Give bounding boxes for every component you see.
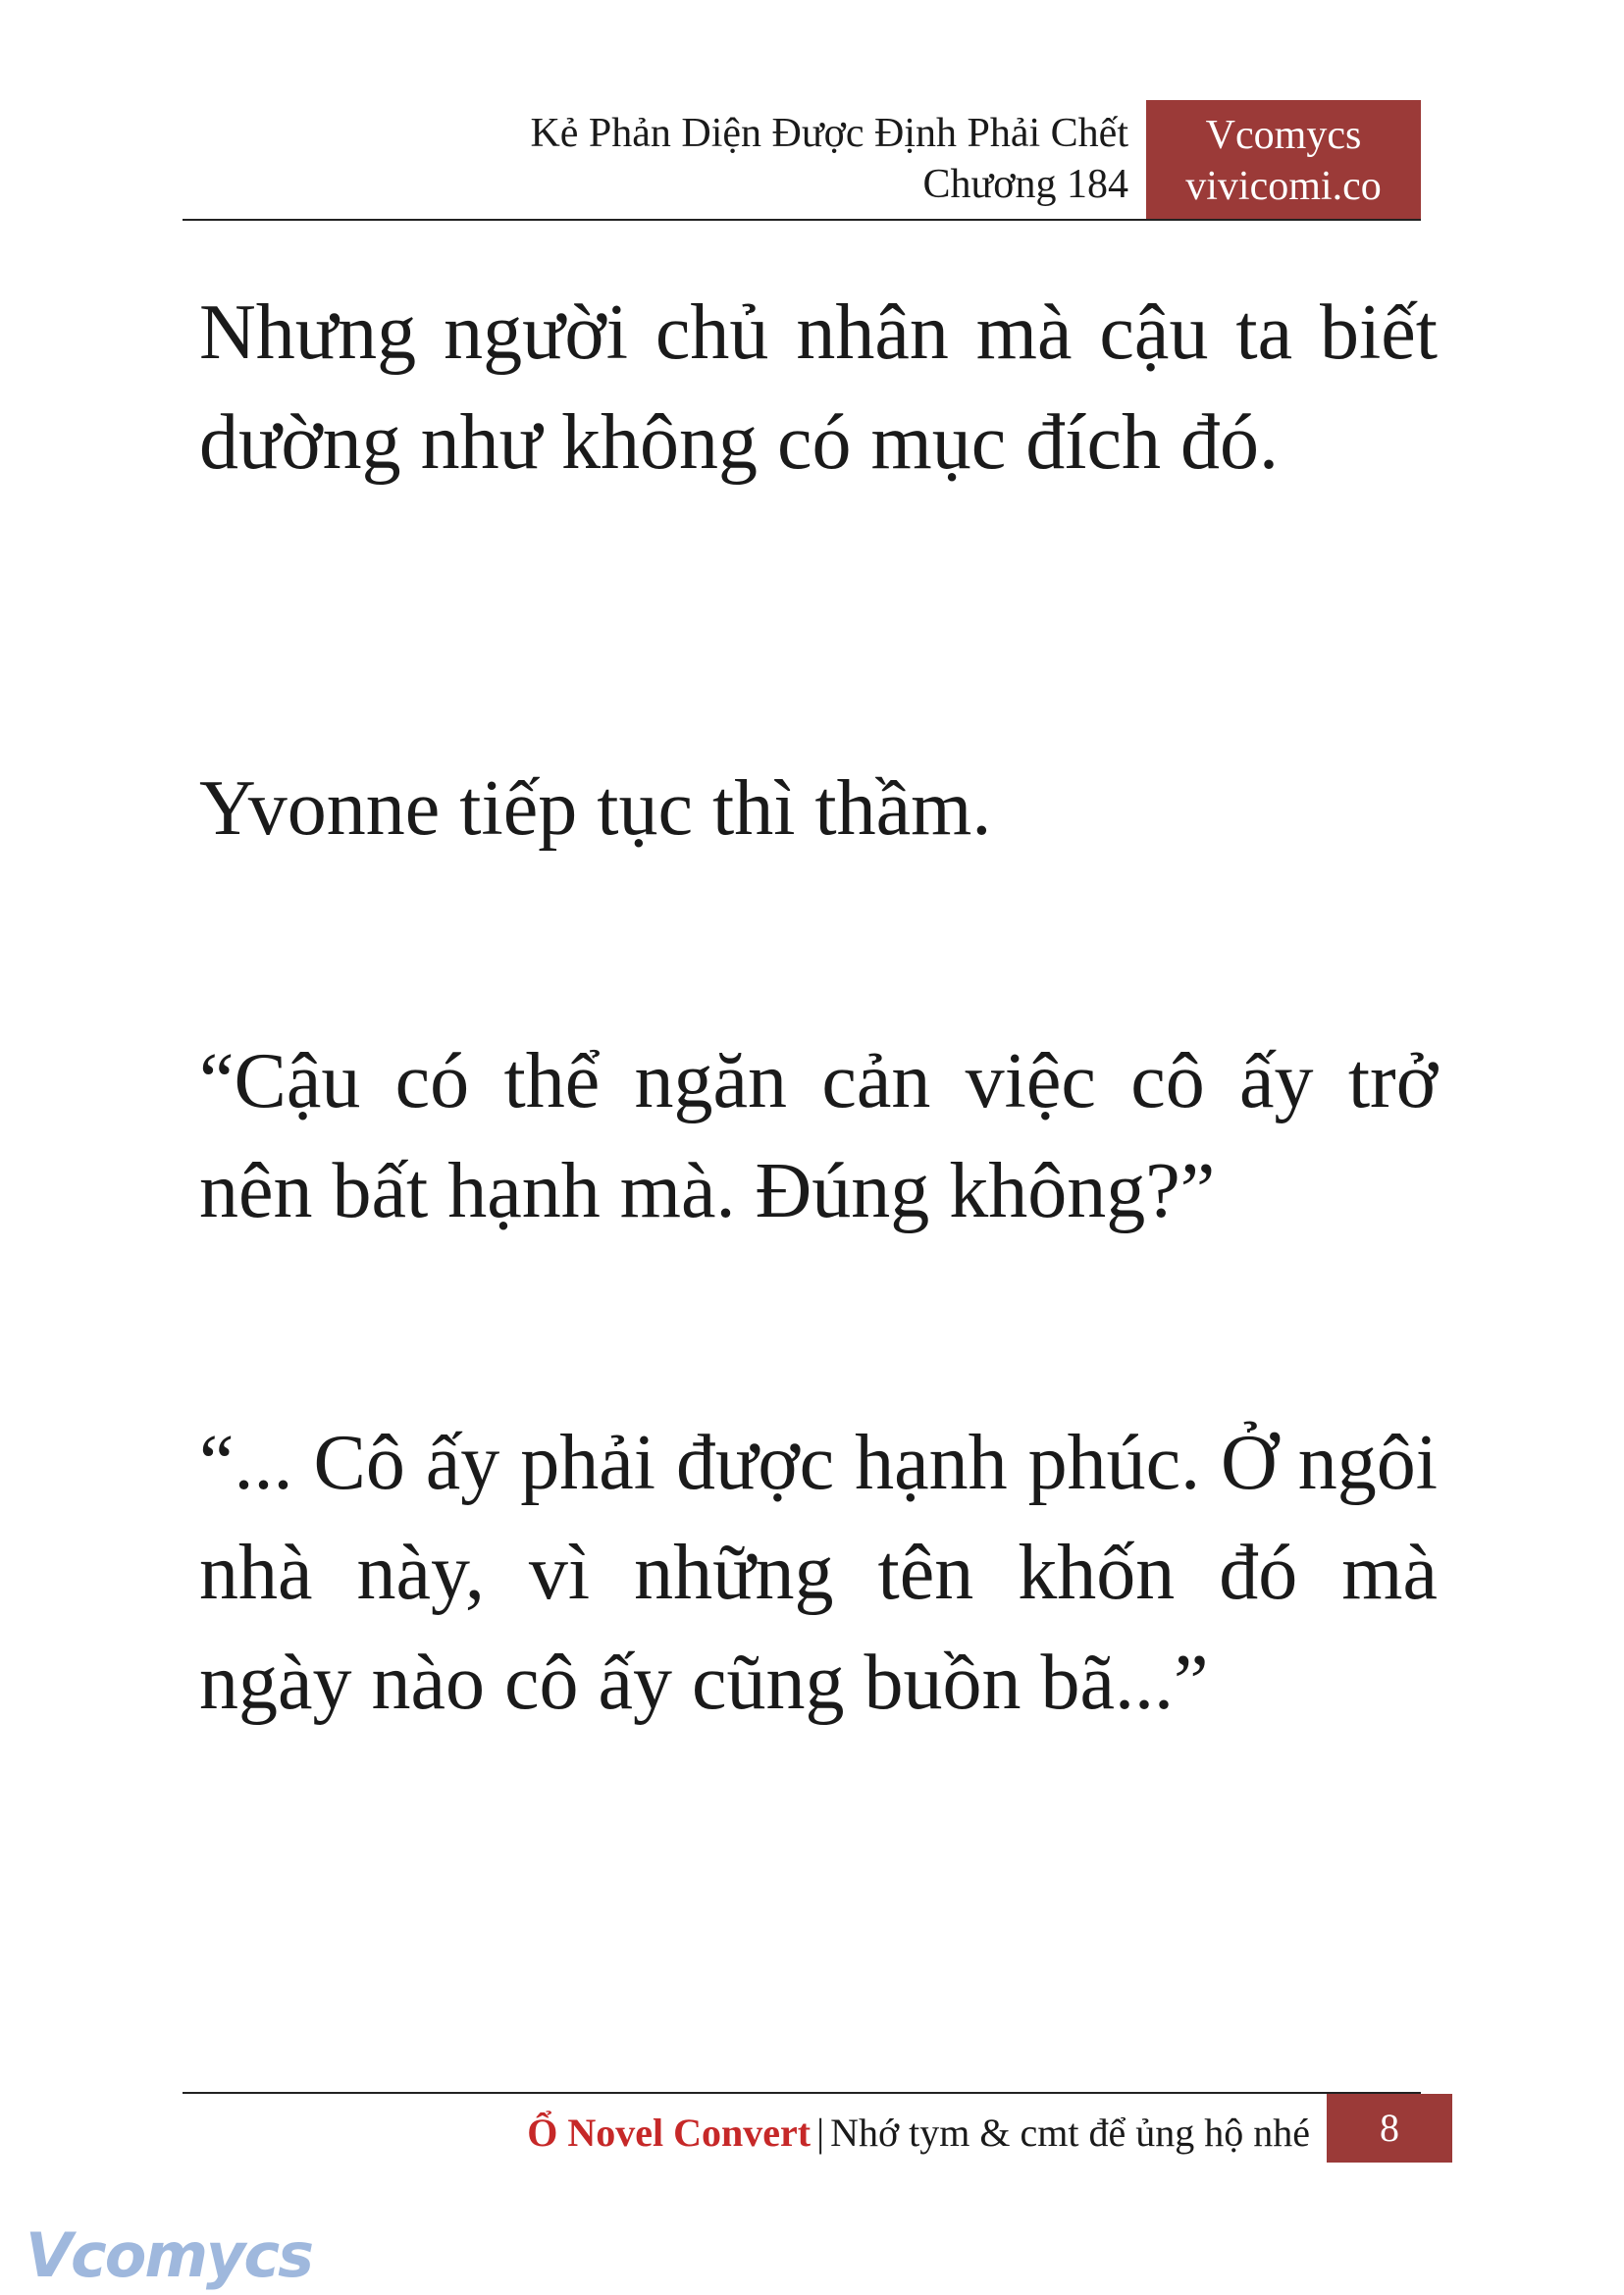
footer-divider [183,2092,1421,2094]
footer-brand: Ổ Novel Convert [527,2111,812,2155]
book-title: Kẻ Phản Diện Được Định Phải Chết [530,111,1128,156]
paragraph-2: Yvonne tiếp tục thì thầm. [199,765,992,852]
site-name: Vcomycs [1205,113,1362,158]
paragraph-4: “... Cô ấy phải được hạnh phúc. Ở ngôi nhà này, vì những tên khốn đó mà ngày nào cô ấy cũng buồn bã...” [199,1420,1438,1726]
paragraph-3: “Cậu có thể ngăn cản việc cô ấy trở nên bất hạnh mà. Đúng không?” [199,1038,1438,1234]
paragraph-1: Nhưng người chủ nhân mà cậu ta biết dường như không có mục đích đó. [199,289,1438,486]
footer-caption [294,2106,1310,2161]
footer-separator: | [816,2111,825,2155]
chapter-label: Chương 184 [922,162,1128,207]
header-divider [183,219,1421,221]
vcomycs-watermark-logo: Vcomycs [26,2219,313,2291]
site-url: vivicomi.co [1185,164,1382,209]
footer-message: Nhớ tym & cmt để ủng hộ nhé [830,2111,1310,2155]
header-title-block [294,108,1128,210]
site-badge [1146,100,1421,221]
page-number: 8 [1327,2094,1452,2163]
